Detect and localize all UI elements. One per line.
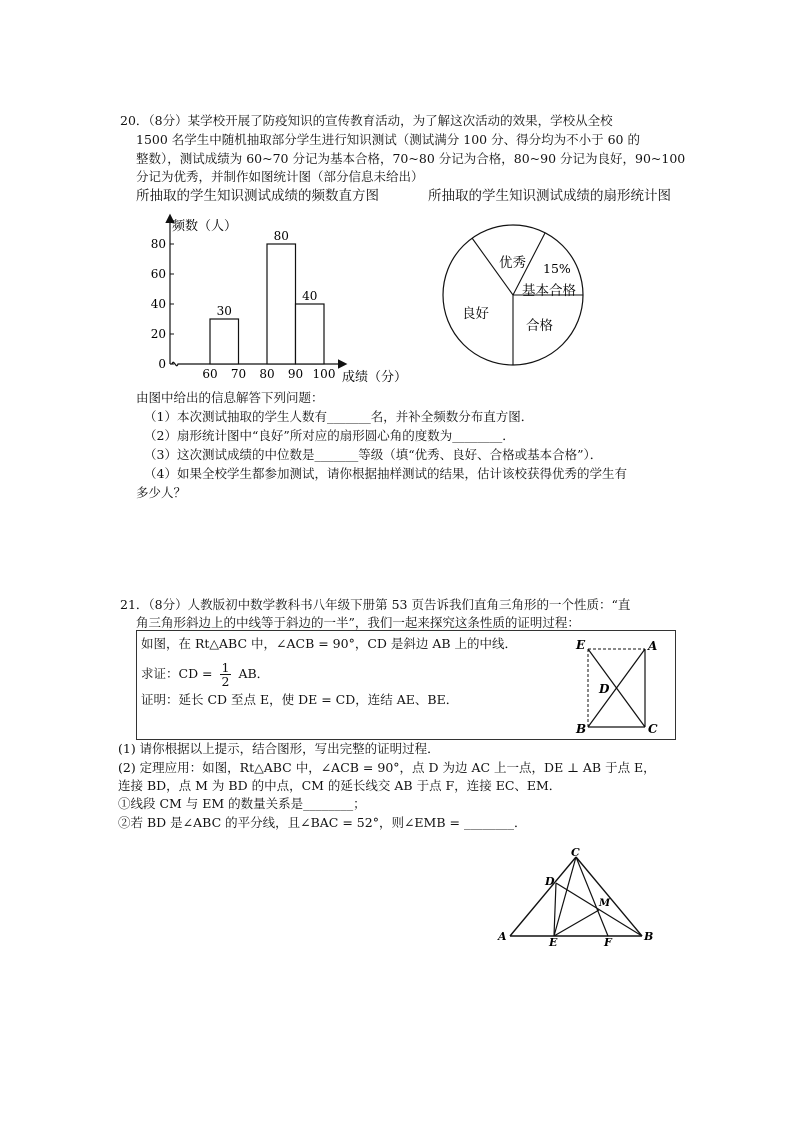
q21-intro-line-2: 角三角形斜边上的中线等于斜边的一半”，我们一起来探究这条性质的证明过程： bbox=[136, 615, 580, 630]
pie-label-excellent: 优秀 bbox=[499, 255, 526, 271]
pie-label-pass: 合格 bbox=[526, 318, 553, 334]
pie-label-good: 良好 bbox=[462, 306, 489, 322]
pie-label-basic-pass: 基本合格 bbox=[522, 283, 576, 299]
y-axis-label: 频数（人） bbox=[172, 219, 238, 234]
label-E: E bbox=[576, 638, 586, 652]
q21-part-2-sub-2: ②若 BD 是∠ABC 的平分线，且∠BAC = 52°，则∠EMB = ________． bbox=[118, 815, 527, 830]
pie-label-percent: 15% bbox=[543, 261, 571, 276]
histogram-bar bbox=[210, 319, 239, 364]
q20-question-lead: 由图中给出的信息解答下列问题： bbox=[136, 390, 324, 405]
q20-question-4-cont: 多少人？ bbox=[136, 485, 187, 500]
y-tick-label: 0 bbox=[158, 357, 166, 371]
fraction-numerator: 1 bbox=[221, 660, 230, 675]
figure-right-triangle bbox=[573, 637, 663, 735]
q20-question-1: （1）本次测试抽取的学生人数有_______名，并补全频数分布直方图． bbox=[144, 409, 534, 424]
proof-box bbox=[136, 630, 676, 740]
x-tick-label: 100 bbox=[312, 367, 336, 381]
q20-intro-line-2: 1500 名学生中随机抽取部分学生进行知识测试（测试满分 100 分、得分均为不小于 60 的 bbox=[136, 132, 640, 147]
q20-question-2: （2）扇形统计图中“良好”所对应的扇形圆心角的度数为________． bbox=[144, 428, 515, 443]
label-M: M bbox=[599, 898, 611, 909]
histogram-caption: 所抽取的学生知识测试成绩的频数直方图 bbox=[136, 188, 379, 204]
y-tick-label: 80 bbox=[150, 237, 166, 251]
q21-part-2: (2) 定理应用：如图，Rt△ABC 中，∠ACB = 90°，点 D 为边 AC 上一点，DE ⊥ AB 于点 E， bbox=[118, 760, 656, 775]
q21-part-2-sub-1: ①线段 CM 与 EM 的数量关系是________； bbox=[118, 796, 366, 811]
y-tick-label: 20 bbox=[150, 327, 166, 341]
fraction-one-half bbox=[220, 661, 232, 688]
figure-application-triangle bbox=[494, 848, 664, 948]
x-tick-label: 90 bbox=[287, 367, 304, 381]
x-axis-label: 成绩（分） bbox=[342, 370, 408, 385]
bar-value-label: 30 bbox=[216, 304, 232, 318]
histogram-bar bbox=[296, 304, 325, 364]
y-tick-label: 40 bbox=[150, 297, 166, 311]
prove-suffix: AB． bbox=[238, 666, 270, 681]
segment-CF bbox=[576, 857, 608, 936]
pie-caption: 所抽取的学生知识测试成绩的扇形统计图 bbox=[428, 188, 671, 204]
bar-value-label: 40 bbox=[302, 289, 318, 303]
segment-AC bbox=[510, 857, 576, 936]
y-tick-label: 60 bbox=[150, 267, 166, 281]
proof-box-hint: 证明：延长 CD 至点 E，使 DE = CD，连结 AE、BE． bbox=[141, 692, 459, 707]
label-A: A bbox=[648, 639, 658, 653]
segment-CB bbox=[576, 857, 642, 936]
label-C: C bbox=[571, 848, 580, 859]
label-D: D bbox=[599, 682, 610, 696]
label-E: E bbox=[549, 936, 558, 948]
label-B: B bbox=[576, 722, 587, 735]
prove-prefix: 求证：CD = bbox=[141, 666, 213, 681]
q20-question-3: （3）这次测试成绩的中位数是_______等级（填“优秀、良好、合格或基本合格”）． bbox=[144, 447, 603, 462]
x-tick-label: 80 bbox=[259, 367, 275, 381]
label-C: C bbox=[648, 722, 658, 735]
histogram-bar bbox=[267, 244, 296, 364]
label-A: A bbox=[498, 930, 507, 943]
q20-intro-line-4: 分记为优秀，并制作如图统计图（部分信息未给出） bbox=[136, 169, 424, 184]
proof-box-prove bbox=[141, 661, 269, 688]
histogram-chart bbox=[140, 212, 420, 390]
x-tick-label: 70 bbox=[230, 367, 247, 381]
label-F: F bbox=[604, 936, 612, 948]
label-B: B bbox=[644, 930, 654, 943]
q21-intro-line-1: 21．（8分）人教版初中数学教科书八年级下册第 53 页告诉我们直角三角形的一个性质：“直 bbox=[120, 597, 631, 612]
q21-part-1: (1) 请你根据以上提示，结合图形，写出完整的证明过程． bbox=[118, 741, 440, 756]
q20-question-4: （4）如果全校学生都参加测试，请你根据抽样测试的结果，估计该校获得优秀的学生有 bbox=[144, 466, 627, 481]
q21-part-2-cont: 连接 BD，点 M 为 BD 的中点，CM 的延长线交 AB 于点 F，连接 EC、EM． bbox=[118, 778, 562, 793]
q20-intro-line-1: 20．（8分）某学校开展了防疫知识的宣传教育活动，为了解这次活动的效果，学校从全校 bbox=[120, 113, 613, 128]
segment-EC bbox=[554, 857, 576, 936]
proof-box-given: 如图，在 Rt△ABC 中，∠ACB = 90°，CD 是斜边 AB 上的中线． bbox=[141, 636, 518, 651]
fraction-denominator: 2 bbox=[221, 674, 230, 689]
x-tick-label: 60 bbox=[202, 367, 218, 381]
bar-value-label: 80 bbox=[273, 229, 289, 243]
pie-chart bbox=[440, 222, 590, 372]
q20-intro-line-3: 整数），测试成绩为 60~70 分记为基本合格，70~80 分记为合格，80~90 分记为良好，90~100 bbox=[136, 151, 686, 166]
label-D: D bbox=[545, 875, 555, 888]
